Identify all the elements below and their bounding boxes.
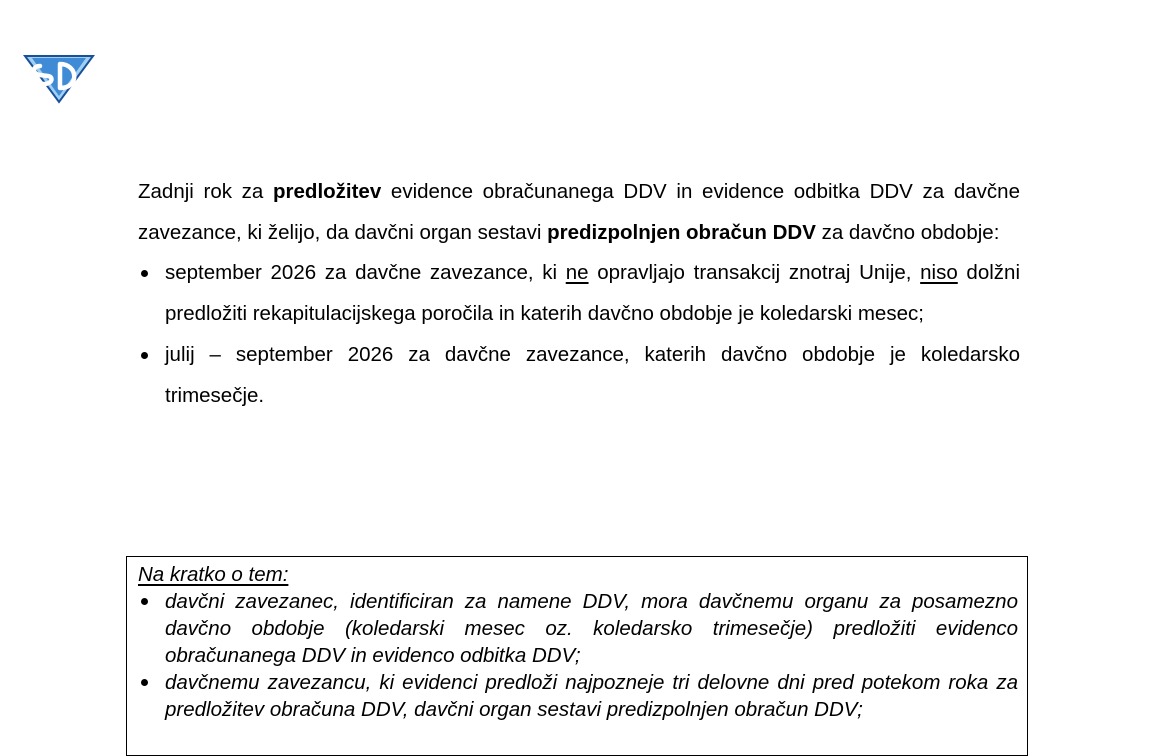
deadline-list bbox=[138, 253, 1020, 416]
summary-box bbox=[126, 556, 1028, 756]
bullet-text: september 2026 za davčne zavezance, ki bbox=[165, 261, 566, 285]
bullet-text: julij – september 2026 za davčne zavezance, katerih davčno obdobje je koledarsko trimesečje. bbox=[165, 342, 1020, 407]
list-item: davčnemu zavezancu, ki evidenci predloži najpozneje tri delovne dni pred potekom roka za predložitev obračuna DDV, davčni organ sestavi predizpolnjen obračun DDV; bbox=[138, 669, 1018, 723]
underlined-ne: ne bbox=[565, 261, 589, 285]
list-item bbox=[138, 253, 1020, 334]
summary-title: Na kratko o tem: bbox=[138, 563, 289, 586]
intro-text-2: evidence obračunanega DDV in evidence odbitka DDV za davčne zavezance, ki želijo, da davčni organ sestavi bbox=[138, 180, 1020, 244]
intro-text-3: za davčno obdobje: bbox=[815, 220, 1000, 244]
intro-bold-predlozitev: predložitev bbox=[273, 180, 382, 203]
list-item bbox=[138, 335, 1020, 416]
bullet-text: dolžni predložiti rekapitulacijskega poročila in katerih davčno obdobje je koledarski mesec; bbox=[165, 261, 1020, 326]
main-text bbox=[138, 172, 1020, 416]
intro-paragraph bbox=[138, 172, 1020, 253]
bullet-text: opravljajo transakcij znotraj Unije, bbox=[588, 261, 921, 285]
intro-text-1: Zadnji rok za bbox=[138, 180, 274, 203]
summary-list bbox=[138, 588, 1018, 723]
intro-bold-predizpolnjen: predizpolnjen obračun DDV bbox=[547, 220, 816, 244]
list-item: davčni zavezanec, identificiran za namene DDV, mora davčnemu organu za posamezno davčno obdobje (koledarski mesec oz. koledarsko trimesečje) predložiti evidenco obračunanega DDV in evidenco odbitka DDV; bbox=[138, 588, 1018, 669]
sd-logo bbox=[22, 48, 96, 104]
underlined-niso: niso bbox=[920, 261, 958, 285]
